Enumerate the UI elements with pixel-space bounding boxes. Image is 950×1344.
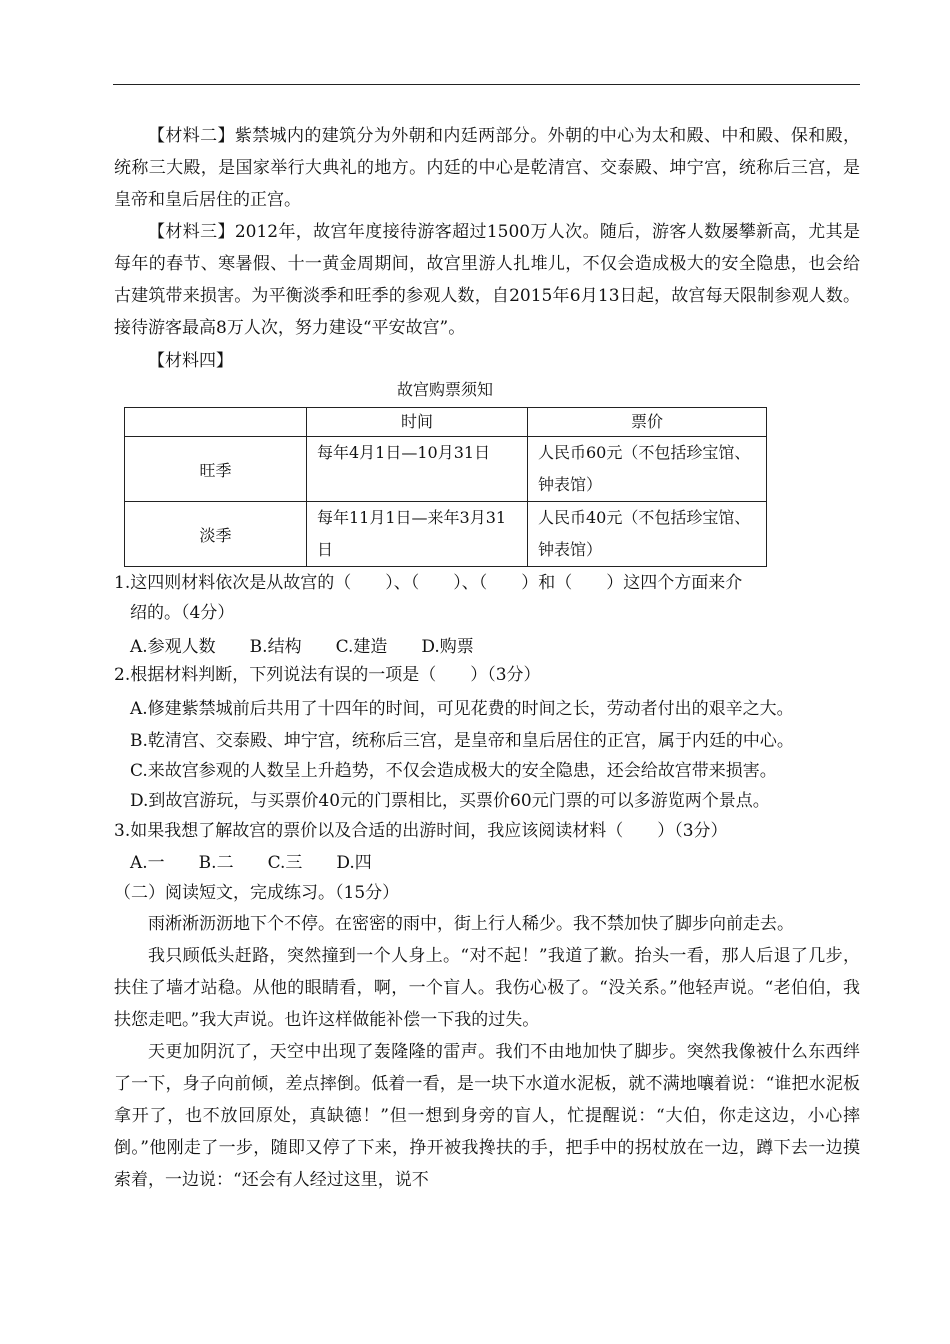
question-1-stem-continued: 绍的。（4分） (130, 603, 235, 623)
table-header-cell: 时间 (307, 408, 528, 437)
material-2-paragraph: 【材料二】紫禁城内的建筑分为外朝和内廷两部分。外朝的中心为太和殿、中和殿、保和殿，统称三大殿，是国家举行大典礼的地方。内廷的中心是乾清宫、交泰殿、坤宁宫，统称后三宫，是皇帝和皇后居住的正宫。 (114, 126, 860, 210)
question-2-option-b: B.乾清宫、交泰殿、坤宁宫，统称后三宫，是皇帝和皇后居住的正宫，属于内廷的中心。 (130, 731, 794, 751)
table-row (125, 502, 767, 567)
question-2-option-c: C.来故宫参观的人数呈上升趋势，不仅会造成极大的安全隐患，还会给故宫带来损害。 (130, 761, 777, 781)
season-cell: 淡季 (125, 502, 307, 567)
price-cell: 人民币60元（不包括珍宝馆、钟表馆） (528, 437, 767, 502)
season-cell: 旺季 (125, 437, 307, 502)
section-2-heading: （二）阅读短文，完成练习。（15分） (114, 883, 400, 903)
price-cell: 人民币40元（不包括珍宝馆、钟表馆） (528, 502, 767, 567)
material-3-paragraph: 【材料三】2012年，故宫年度接待游客超过1500万人次。随后，游客人数屡攀新高，尤其是每年的春节、寒暑假、十一黄金周期间，故宫里游人扎堆儿，不仅会造成极大的安全隐患，也会给古建筑带来损害。为平衡淡季和旺季的参观人数，自2015年6月13日起，故宫每天限制参观人数。接待游客最高8万人次，努力建设“平安故宫”。 (114, 222, 860, 338)
ticket-table (124, 407, 767, 567)
story-paragraph-1: 雨淅淅沥沥地下个不停。在密密的雨中，街上行人稀少。我不禁加快了脚步向前走去。 (148, 914, 794, 934)
question-1-options: A.参观人数 B.结构 C.建造 D.购票 (130, 637, 474, 657)
question-2-stem: 2.根据材料判断，下列说法有误的一项是（ ）（3分） (114, 665, 541, 685)
ticket-table-caption: 故宫购票须知 (396, 380, 493, 399)
material-4-heading: 【材料四】 (148, 351, 233, 371)
table-header-row (125, 408, 767, 437)
table-header-cell: 票价 (528, 408, 767, 437)
story-paragraph-2: 我只顾低头赶路，突然撞到一个人身上。“对不起！”我道了歉。抬头一看，那人后退了几步，扶住了墙才站稳。从他的眼睛看，啊，一个盲人。我伤心极了。“没关系。”他轻声说。“老伯伯，我扶您走吧。”我大声说。也许这样做能补偿一下我的过失。 (114, 946, 860, 1030)
table-header-cell (125, 408, 307, 437)
question-2-option-d: D.到故宫游玩，与买票价40元的门票相比，买票价60元门票的可以多游览两个景点。 (130, 791, 770, 811)
question-2-option-a: A.修建紫禁城前后共用了十四年的时间，可见花费的时间之长，劳动者付出的艰辛之大。 (130, 699, 794, 719)
question-3-stem: 3.如果我想了解故宫的票价以及合适的出游时间，我应该阅读材料（ ）（3分） (114, 821, 728, 841)
story-paragraph-3: 天更加阴沉了，天空中出现了轰隆隆的雷声。我们不由地加快了脚步。突然我像被什么东西绊了一下，身子向前倾，差点摔倒。低着一看，是一块下水道水泥板，就不满地嚷着说：“谁把水泥板拿开了，也不放回原处，真缺德！”但一想到身旁的盲人，忙提醒说：“大伯，你走这边，小心摔倒。”他刚走了一步，随即又停了下来，挣开被我搀扶的手，把手中的拐杖放在一边，蹲下去一边摸索着，一边说：“还会有人经过这里，说不 (114, 1042, 860, 1190)
time-cell: 每年4月1日—10月31日 (307, 437, 528, 502)
table-row (125, 437, 767, 502)
question-1-stem: 1.这四则材料依次是从故宫的（ ）、（ ）、（ ）和（ ）这四个方面来介 (114, 573, 743, 593)
time-cell: 每年11月1日—来年3月31日 (307, 502, 528, 567)
question-3-options: A.一 B.二 C.三 D.四 (130, 853, 372, 873)
header-rule (113, 84, 860, 85)
